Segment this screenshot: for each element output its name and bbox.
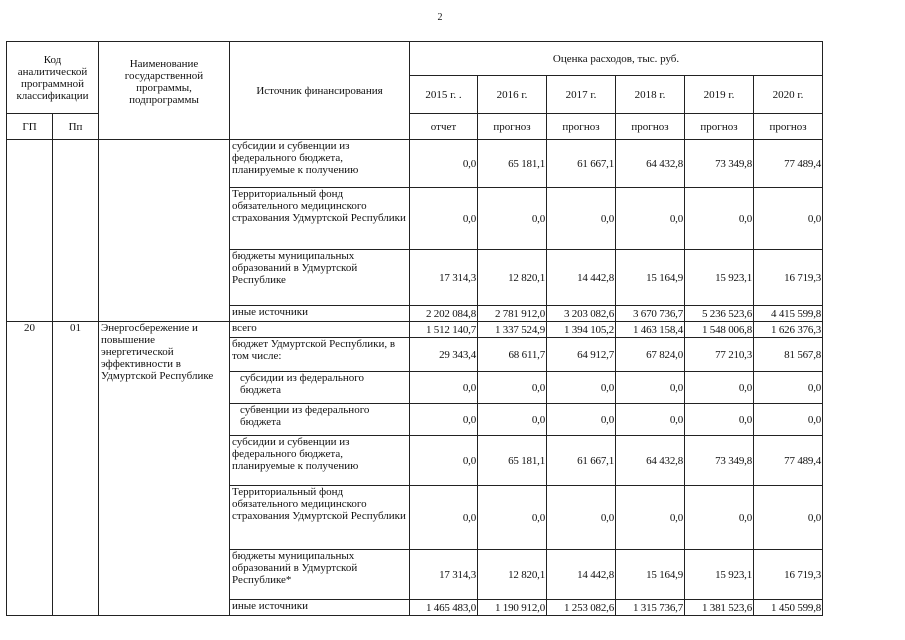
value-cell: 64 432,8 <box>616 436 685 486</box>
value-cell: 1 190 912,0 <box>478 600 547 616</box>
value-cell: 1 394 105,2 <box>547 322 616 338</box>
value-cell: 1 626 376,3 <box>754 322 823 338</box>
value-cell: 0,0 <box>410 436 478 486</box>
value-cell: 64 432,8 <box>616 140 685 188</box>
source-cell: субсидии из федерального бюджета <box>230 372 410 404</box>
value-cell: 0,0 <box>685 188 754 250</box>
value-cell: 16 719,3 <box>754 550 823 600</box>
program-name-cell: Энергосбережение и повышение энергетической эффективности в Удмуртской Республике <box>99 322 230 616</box>
year-header: 2018 г. <box>616 76 685 114</box>
type-header: прогноз <box>754 114 823 140</box>
value-cell: 0,0 <box>754 188 823 250</box>
type-header: прогноз <box>685 114 754 140</box>
value-cell: 0,0 <box>616 486 685 550</box>
value-cell: 1 463 158,4 <box>616 322 685 338</box>
value-cell: 68 611,7 <box>478 338 547 372</box>
code-group-header: Код аналитической программной классификации <box>7 42 99 114</box>
value-cell: 81 567,8 <box>754 338 823 372</box>
source-cell: бюджеты муниципальных образований в Удмуртской Республике* <box>230 550 410 600</box>
value-cell: 1 512 140,7 <box>410 322 478 338</box>
year-header: 2016 г. <box>478 76 547 114</box>
empty-code-cell <box>53 140 99 322</box>
year-header: 2015 г. . <box>410 76 478 114</box>
value-cell: 77 489,4 <box>754 436 823 486</box>
value-cell: 73 349,8 <box>685 140 754 188</box>
value-cell: 77 489,4 <box>754 140 823 188</box>
source-cell: субвенции из федерального бюджета <box>230 404 410 436</box>
value-cell: 77 210,3 <box>685 338 754 372</box>
value-cell: 0,0 <box>754 486 823 550</box>
value-cell: 0,0 <box>410 140 478 188</box>
source-cell: бюджеты муниципальных образований в Удмуртской Республике <box>230 250 410 306</box>
gp-code-cell: 20 <box>7 322 53 616</box>
value-cell: 12 820,1 <box>478 250 547 306</box>
value-cell: 0,0 <box>410 486 478 550</box>
estimate-header: Оценка расходов, тыс. руб. <box>410 42 823 76</box>
source-cell: иные источники <box>230 600 410 616</box>
type-header: прогноз <box>547 114 616 140</box>
value-cell: 0,0 <box>478 486 547 550</box>
value-cell: 0,0 <box>547 372 616 404</box>
value-cell: 0,0 <box>754 372 823 404</box>
value-cell: 0,0 <box>478 188 547 250</box>
value-cell: 0,0 <box>410 404 478 436</box>
value-cell: 0,0 <box>547 486 616 550</box>
value-cell: 1 253 082,6 <box>547 600 616 616</box>
source-cell: субсидии и субвенции из федерального бюджета, планируемые к получению <box>230 436 410 486</box>
value-cell: 0,0 <box>478 372 547 404</box>
value-cell: 5 236 523,6 <box>685 306 754 322</box>
source-cell: Территориальный фонд обязательного медицинского страхования Удмуртской Республики <box>230 486 410 550</box>
value-cell: 1 548 006,8 <box>685 322 754 338</box>
value-cell: 65 181,1 <box>478 436 547 486</box>
empty-code-cell <box>7 140 53 322</box>
value-cell: 16 719,3 <box>754 250 823 306</box>
value-cell: 15 923,1 <box>685 250 754 306</box>
value-cell: 0,0 <box>478 404 547 436</box>
source-cell: всего <box>230 322 410 338</box>
value-cell: 0,0 <box>547 188 616 250</box>
type-header: отчет <box>410 114 478 140</box>
value-cell: 1 381 523,6 <box>685 600 754 616</box>
value-cell: 0,0 <box>616 188 685 250</box>
value-cell: 12 820,1 <box>478 550 547 600</box>
expenditure-table <box>6 41 823 616</box>
value-cell: 61 667,1 <box>547 140 616 188</box>
gp-header: ГП <box>7 114 53 140</box>
value-cell: 0,0 <box>685 486 754 550</box>
year-header: 2017 г. <box>547 76 616 114</box>
value-cell: 0,0 <box>410 372 478 404</box>
pp-code-cell: 01 <box>53 322 99 616</box>
value-cell: 0,0 <box>547 404 616 436</box>
value-cell: 0,0 <box>685 372 754 404</box>
value-cell: 4 415 599,8 <box>754 306 823 322</box>
year-header: 2020 г. <box>754 76 823 114</box>
value-cell: 65 181,1 <box>478 140 547 188</box>
value-cell: 61 667,1 <box>547 436 616 486</box>
type-header: прогноз <box>478 114 547 140</box>
empty-program-cell <box>99 140 230 322</box>
value-cell: 14 442,8 <box>547 250 616 306</box>
program-name-header: Наименование государственной программы, подпрограммы <box>99 42 230 140</box>
value-cell: 0,0 <box>685 404 754 436</box>
value-cell: 17 314,3 <box>410 250 478 306</box>
value-cell: 73 349,8 <box>685 436 754 486</box>
page-number: 2 <box>437 12 443 23</box>
value-cell: 2 202 084,8 <box>410 306 478 322</box>
pp-header: Пп <box>53 114 99 140</box>
value-cell: 14 442,8 <box>547 550 616 600</box>
value-cell: 15 164,9 <box>616 550 685 600</box>
value-cell: 67 824,0 <box>616 338 685 372</box>
table-row <box>7 322 823 338</box>
source-header: Источник финансирования <box>230 42 410 140</box>
value-cell: 3 203 082,6 <box>547 306 616 322</box>
source-cell: субсидии и субвенции из федерального бюджета, планируемые к получению <box>230 140 410 188</box>
value-cell: 17 314,3 <box>410 550 478 600</box>
value-cell: 1 337 524,9 <box>478 322 547 338</box>
table-row <box>7 140 823 188</box>
source-cell: бюджет Удмуртской Республики, в том числе: <box>230 338 410 372</box>
value-cell: 29 343,4 <box>410 338 478 372</box>
type-header: прогноз <box>616 114 685 140</box>
value-cell: 0,0 <box>754 404 823 436</box>
value-cell: 15 923,1 <box>685 550 754 600</box>
value-cell: 64 912,7 <box>547 338 616 372</box>
source-cell: иные источники <box>230 306 410 322</box>
year-header: 2019 г. <box>685 76 754 114</box>
value-cell: 2 781 912,0 <box>478 306 547 322</box>
value-cell: 1 465 483,0 <box>410 600 478 616</box>
value-cell: 0,0 <box>616 372 685 404</box>
value-cell: 0,0 <box>616 404 685 436</box>
value-cell: 1 450 599,8 <box>754 600 823 616</box>
source-cell: Территориальный фонд обязательного медицинского страхования Удмуртской Республики <box>230 188 410 250</box>
value-cell: 1 315 736,7 <box>616 600 685 616</box>
value-cell: 3 670 736,7 <box>616 306 685 322</box>
value-cell: 15 164,9 <box>616 250 685 306</box>
value-cell: 0,0 <box>410 188 478 250</box>
